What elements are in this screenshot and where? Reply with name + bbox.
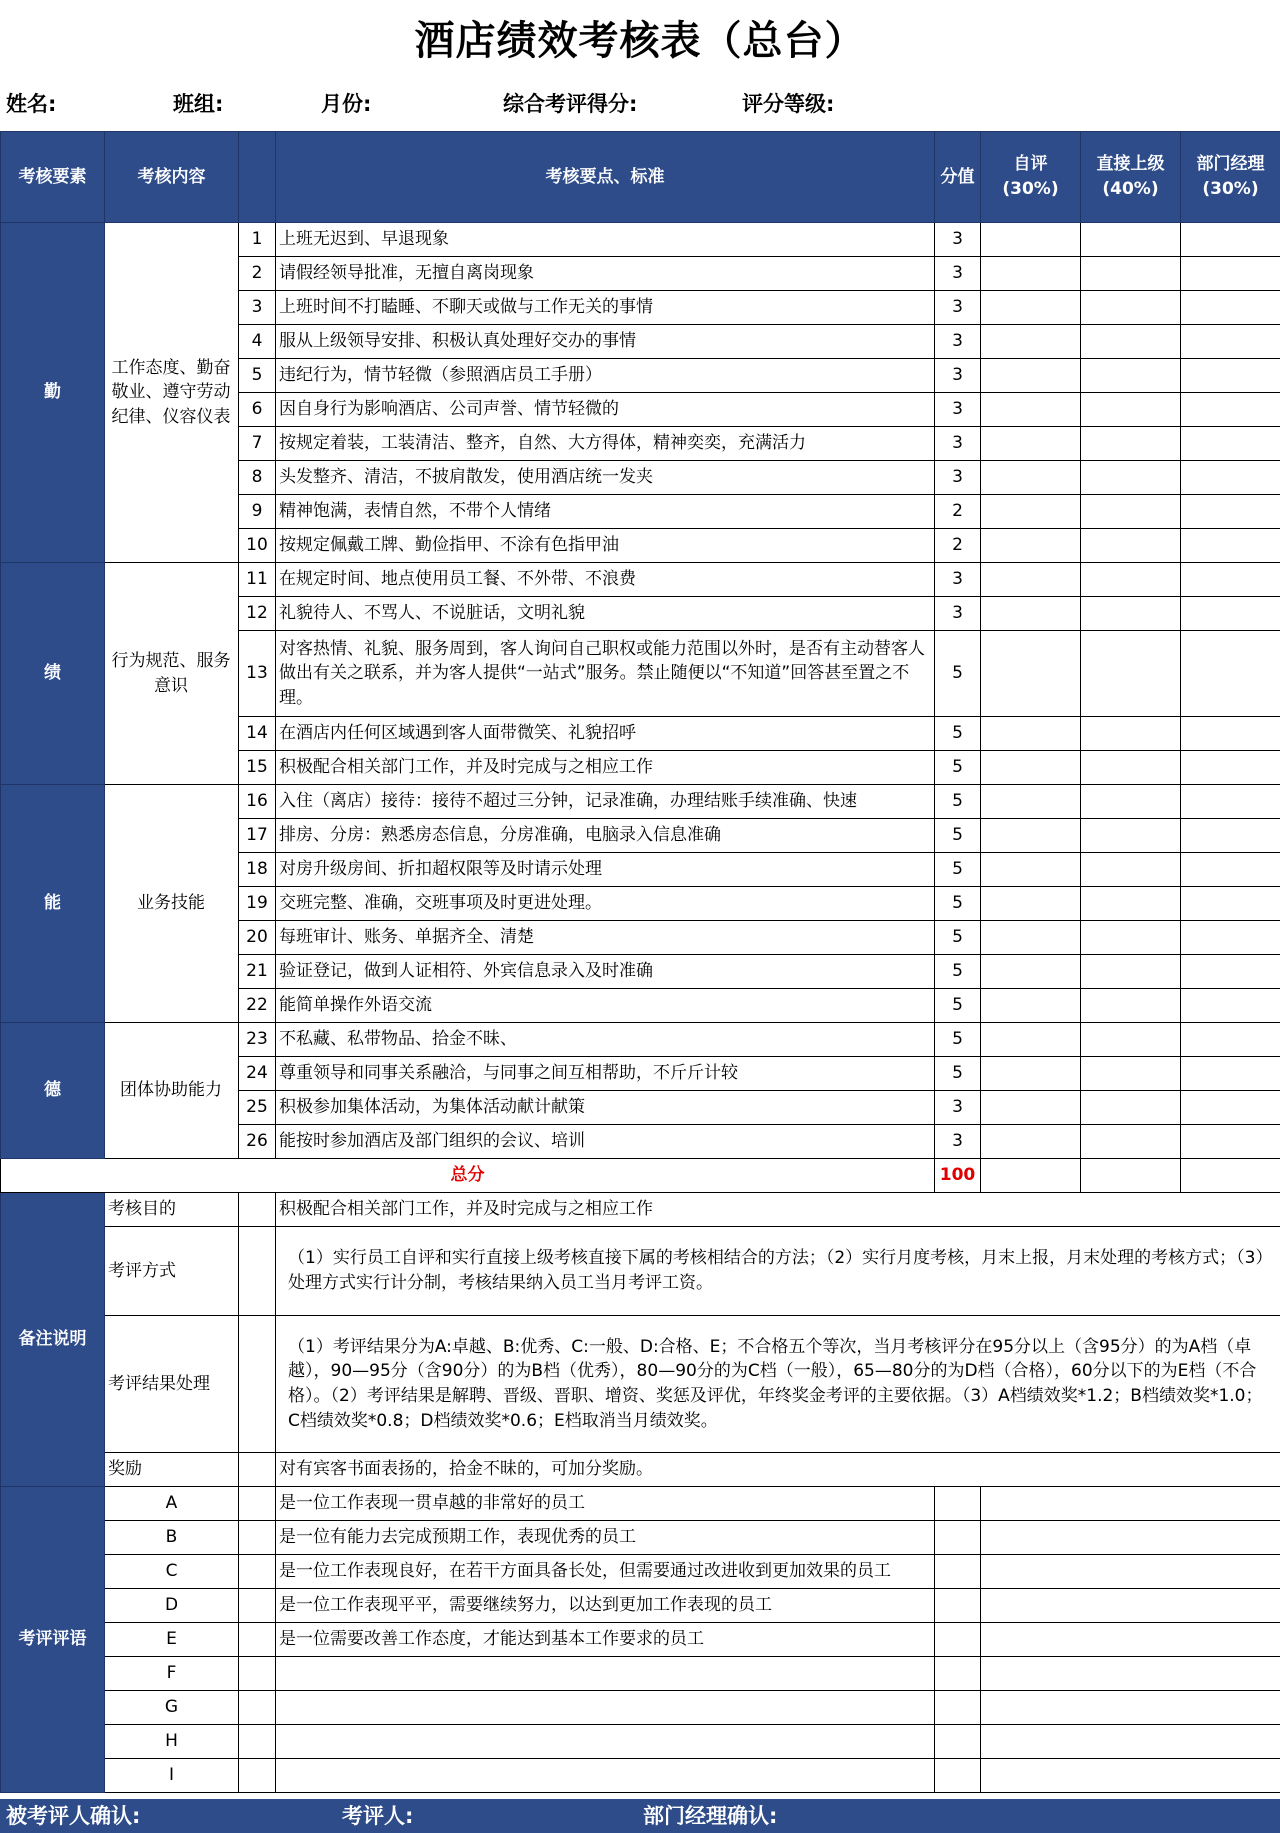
score-input[interactable] — [1081, 921, 1181, 955]
score-input[interactable] — [981, 597, 1081, 631]
table-row: 21 验证登记，做到人证相符、外宾信息录入及时准确 5 — [1, 955, 1280, 989]
score-input[interactable] — [1081, 853, 1181, 887]
table-row: 25 积极参加集体活动，为集体活动献计献策 3 — [1, 1091, 1280, 1125]
grade-letter: I — [105, 1759, 239, 1793]
grade-text: 是一位工作表现平平，需要继续努力，以达到更加工作表现的员工 — [276, 1589, 935, 1623]
table-row: 18 对房升级房间、折扣超权限等及时请示处理 5 — [1, 853, 1280, 887]
grade-check[interactable] — [935, 1589, 981, 1623]
team-label: 班组: — [173, 92, 224, 116]
score-input[interactable] — [1081, 1091, 1181, 1125]
score-input[interactable] — [1081, 393, 1181, 427]
score-input[interactable] — [981, 921, 1081, 955]
page-title: 酒店绩效考核表（总台） — [414, 18, 866, 64]
table-row: 6 因自身行为影响酒店、公司声誉、情节轻微的 3 — [1, 393, 1280, 427]
table-row: 26 能按时参加酒店及部门组织的会议、培训 3 — [1, 1125, 1280, 1159]
score-input[interactable] — [1181, 325, 1280, 359]
table-row: 4 服从上级领导安排、积极认真处理好交办的事情 3 — [1, 325, 1280, 359]
header-manager: 部门经理 (30%) — [1181, 132, 1280, 223]
score-input[interactable] — [981, 529, 1081, 563]
score-input[interactable] — [981, 427, 1081, 461]
table-row: 22 能简单操作外语交流 5 — [1, 989, 1280, 1023]
score-label: 综合考评得分: — [503, 92, 638, 116]
grade-text — [276, 1691, 935, 1725]
element-cell: 能 — [1, 785, 105, 1023]
score-input[interactable] — [1181, 257, 1280, 291]
score-input[interactable] — [981, 1159, 1081, 1193]
grade-check[interactable] — [935, 1691, 981, 1725]
score-input[interactable] — [1181, 461, 1280, 495]
grade-text — [276, 1759, 935, 1793]
score-input[interactable] — [1181, 359, 1280, 393]
score-input[interactable] — [1081, 887, 1181, 921]
reward-label: 奖励 — [105, 1453, 239, 1487]
grade-text: 是一位工作表现一贯卓越的非常好的员工 — [276, 1487, 935, 1521]
header-no — [239, 132, 276, 223]
score-input[interactable] — [1181, 853, 1280, 887]
score-input[interactable] — [981, 955, 1081, 989]
score-input[interactable] — [981, 461, 1081, 495]
element-cell: 勤 — [1, 223, 105, 563]
table-row: 19 交班完整、准确，交班事项及时更进处理。 5 — [1, 887, 1280, 921]
content-cell: 工作态度、勤奋敬业、遵守劳动纪律、仪容仪表 — [105, 223, 239, 563]
score-input[interactable] — [1181, 495, 1280, 529]
score-input[interactable] — [1081, 461, 1181, 495]
score-input[interactable] — [1181, 717, 1280, 751]
note-row — [1, 1193, 1280, 1227]
score-input[interactable] — [1081, 955, 1181, 989]
result-label: 考评结果处理 — [105, 1316, 239, 1453]
comment-row — [1, 1521, 1280, 1555]
score-input[interactable] — [981, 359, 1081, 393]
note-row — [1, 1453, 1280, 1487]
comment-row — [1, 1657, 1280, 1691]
reward-text: 对有宾客书面表扬的，拾金不昧的，可加分奖励。 — [276, 1453, 1280, 1487]
grade-check[interactable] — [935, 1725, 981, 1759]
score-input[interactable] — [1181, 291, 1280, 325]
grade-letter: A — [105, 1487, 239, 1521]
comment-row — [1, 1555, 1280, 1589]
evaluator-label: 考评人: — [342, 1804, 414, 1828]
grade-letter: B — [105, 1521, 239, 1555]
table-row: 7 按规定着装，工装清洁、整齐，自然、大方得体，精神奕奕，充满活力 3 — [1, 427, 1280, 461]
purpose-text: 积极配合相关部门工作，并及时完成与之相应工作 — [276, 1193, 1280, 1227]
grade-check[interactable] — [935, 1521, 981, 1555]
score-input[interactable] — [981, 785, 1081, 819]
score-input[interactable] — [981, 1091, 1081, 1125]
header-element: 考核要素 — [1, 132, 105, 223]
score-input[interactable] — [1181, 785, 1280, 819]
score-input[interactable] — [1081, 427, 1181, 461]
header-supervisor: 直接上级 (40%) — [1081, 132, 1181, 223]
score-input[interactable] — [1181, 529, 1280, 563]
score-input[interactable] — [981, 887, 1081, 921]
score-input[interactable] — [981, 989, 1081, 1023]
score-input[interactable] — [1181, 819, 1280, 853]
score-input[interactable] — [1181, 223, 1280, 257]
notes-label: 备注说明 — [1, 1193, 105, 1487]
score-input[interactable] — [1081, 1057, 1181, 1091]
score-input[interactable] — [1181, 597, 1280, 631]
grade-check[interactable] — [935, 1759, 981, 1793]
grade-letter: F — [105, 1657, 239, 1691]
score-input[interactable] — [1081, 223, 1181, 257]
score-input[interactable] — [1181, 631, 1280, 717]
score-input[interactable] — [981, 325, 1081, 359]
score-input[interactable] — [981, 631, 1081, 717]
score-input[interactable] — [1081, 1125, 1181, 1159]
grade-letter: D — [105, 1589, 239, 1623]
comments-label: 考评评语 — [1, 1487, 105, 1793]
header-self: 自评 (30%) — [981, 132, 1081, 223]
score-input[interactable] — [1081, 751, 1181, 785]
score-input[interactable] — [1081, 1023, 1181, 1057]
score-input[interactable] — [981, 1023, 1081, 1057]
score-input[interactable] — [981, 819, 1081, 853]
grade-check[interactable] — [935, 1623, 981, 1657]
table-row: 12 礼貌待人、不骂人、不说脏话，文明礼貌 3 — [1, 597, 1280, 631]
grade-check[interactable] — [935, 1555, 981, 1589]
score-input[interactable] — [1081, 325, 1181, 359]
table-row: 10 按规定佩戴工牌、勤俭指甲、不涂有色指甲油 2 — [1, 529, 1280, 563]
score-input[interactable] — [981, 257, 1081, 291]
score-input[interactable] — [981, 393, 1081, 427]
note-row — [1, 1316, 1280, 1453]
score-input[interactable] — [1181, 427, 1280, 461]
comment-row — [1, 1759, 1280, 1793]
comment-row — [1, 1487, 1280, 1521]
score-input[interactable] — [1181, 921, 1280, 955]
table-row: 3 上班时间不打瞌睡、不聊天或做与工作无关的事情 3 — [1, 291, 1280, 325]
header-standard: 考核要点、标准 — [276, 132, 935, 223]
score-input[interactable] — [1181, 1057, 1280, 1091]
table-row: 德 团体协助能力 23 不私藏、私带物品、拾金不昧、 5 — [1, 1023, 1280, 1057]
grade-letter: G — [105, 1691, 239, 1725]
grade-letter: C — [105, 1555, 239, 1589]
score-input[interactable] — [1081, 989, 1181, 1023]
score-input[interactable] — [1081, 597, 1181, 631]
score-input[interactable] — [1181, 1023, 1280, 1057]
evaluation-table — [0, 131, 1280, 1793]
score-input[interactable] — [981, 1125, 1081, 1159]
score-input[interactable] — [1081, 717, 1181, 751]
score-input[interactable] — [1181, 563, 1280, 597]
score-input[interactable] — [1181, 1159, 1280, 1193]
grade-text: 是一位需要改善工作态度，才能达到基本工作要求的员工 — [276, 1623, 935, 1657]
score-input[interactable] — [1181, 1125, 1280, 1159]
total-value: 100 — [935, 1159, 981, 1193]
score-input[interactable] — [1081, 529, 1181, 563]
score-input[interactable] — [1181, 955, 1280, 989]
content-cell: 团体协助能力 — [105, 1023, 239, 1159]
table-row: 2 请假经领导批准，无擅自离岗现象 3 — [1, 257, 1280, 291]
comment-row — [1, 1623, 1280, 1657]
table-row: 24 尊重领导和同事关系融洽，与同事之间互相帮助，不斤斤计较 5 — [1, 1057, 1280, 1091]
evaluatee-confirm-label: 被考评人确认: — [6, 1804, 141, 1828]
result-text: （1）考评结果分为A:卓越、B:优秀、C:一般、D:合格、E；不合格五个等次，当月考核评分在95分以上（含95分）的为A档（卓越），90—95分（含90分）的为B档（优秀），80—90分的为C档（一般），65—80分的为D档（合格），60分以下的为E档（不合格）。（2）考评结果是解聘、晋级、晋职、增资、奖惩及评优，年终奖金考评的主要依据。（3）A档绩效奖*1.2；B档绩效奖*1.0；C档绩效奖*0.8；D档绩效奖*0.6；E档取消当月绩效奖。 — [276, 1316, 1280, 1453]
table-row: 14 在酒店内任何区域遇到客人面带微笑、礼貌招呼 5 — [1, 717, 1280, 751]
grade-label: 评分等级: — [742, 92, 835, 116]
score-input[interactable] — [981, 563, 1081, 597]
comment-row — [1, 1691, 1280, 1725]
table-row: 9 精神饱满，表情自然，不带个人情绪 2 — [1, 495, 1280, 529]
table-row: 绩 行为规范、服务意识 11 在规定时间、地点使用员工餐、不外带、不浪费 3 — [1, 563, 1280, 597]
method-text: （1）实行员工自评和实行直接上级考核直接下属的考核相结合的方法；（2）实行月度考核，月末上报，月末处理的考核方式；（3）处理方式实行计分制，考核结果纳入员工当月考评工资。 — [276, 1227, 1280, 1316]
score-input[interactable] — [1081, 563, 1181, 597]
score-input[interactable] — [1081, 785, 1181, 819]
element-cell: 绩 — [1, 563, 105, 785]
element-cell: 德 — [1, 1023, 105, 1159]
total-label: 总分 — [1, 1159, 935, 1193]
score-input[interactable] — [1081, 631, 1181, 717]
grade-check[interactable] — [935, 1657, 981, 1691]
grade-text: 是一位工作表现良好，在若干方面具备长处，但需要通过改进收到更加效果的员工 — [276, 1555, 935, 1589]
header-points: 分值 — [935, 132, 981, 223]
score-input[interactable] — [1181, 393, 1280, 427]
score-input[interactable] — [1181, 989, 1280, 1023]
score-input[interactable] — [1181, 751, 1280, 785]
comment-row — [1, 1589, 1280, 1623]
score-input[interactable] — [981, 717, 1081, 751]
comment-row — [1, 1725, 1280, 1759]
header-row — [1, 132, 1280, 223]
grade-letter: E — [105, 1623, 239, 1657]
grade-check[interactable] — [935, 1487, 981, 1521]
table-row: 能 业务技能 16 入住（离店）接待：接待不超过三分钟，记录准确，办理结账手续准确、快速 5 — [1, 785, 1280, 819]
score-input[interactable] — [1081, 819, 1181, 853]
total-row — [1, 1159, 1280, 1193]
header-content: 考核内容 — [105, 132, 239, 223]
method-label: 考评方式 — [105, 1227, 239, 1316]
table-row: 13 对客热情、礼貌、服务周到，客人询问自己职权或能力范围以外时，是否有主动替客人做出有关之联系，并为客人提供“一站式”服务。禁止随便以“不知道”回答甚至置之不理。 5 — [1, 631, 1280, 717]
purpose-label: 考核目的 — [105, 1193, 239, 1227]
content-cell: 行为规范、服务意识 — [105, 563, 239, 785]
grade-letter: H — [105, 1725, 239, 1759]
score-input[interactable] — [981, 495, 1081, 529]
table-row: 5 违纪行为，情节轻微（参照酒店员工手册） 3 — [1, 359, 1280, 393]
table-row: 8 头发整齐、清洁，不披肩散发，使用酒店统一发夹 3 — [1, 461, 1280, 495]
score-input[interactable] — [1081, 291, 1181, 325]
score-input[interactable] — [981, 751, 1081, 785]
table-row: 勤 工作态度、勤奋敬业、遵守劳动纪律、仪容仪表 1 上班无迟到、早退现象 3 — [1, 223, 1280, 257]
score-input[interactable] — [1081, 495, 1181, 529]
score-input[interactable] — [981, 853, 1081, 887]
score-input[interactable] — [1081, 359, 1181, 393]
manager-confirm-label: 部门经理确认: — [643, 1804, 778, 1828]
score-input[interactable] — [981, 291, 1081, 325]
table-row: 15 积极配合相关部门工作，并及时完成与之相应工作 5 — [1, 751, 1280, 785]
score-input[interactable] — [1081, 1159, 1181, 1193]
grade-text — [276, 1657, 935, 1691]
name-label: 姓名: — [6, 92, 57, 116]
grade-text — [276, 1725, 935, 1759]
content-cell: 业务技能 — [105, 785, 239, 1023]
month-label: 月份: — [321, 92, 372, 116]
score-input[interactable] — [1181, 887, 1280, 921]
note-row — [1, 1227, 1280, 1316]
grade-text: 是一位有能力去完成预期工作，表现优秀的员工 — [276, 1521, 935, 1555]
signature-bar — [0, 1799, 1280, 1833]
score-input[interactable] — [1081, 257, 1181, 291]
table-row: 17 排房、分房：熟悉房态信息，分房准确，电脑录入信息准确 5 — [1, 819, 1280, 853]
score-input[interactable] — [1181, 1091, 1280, 1125]
score-input[interactable] — [981, 223, 1081, 257]
score-input[interactable] — [981, 1057, 1081, 1091]
table-row: 20 每班审计、账务、单据齐全、清楚 5 — [1, 921, 1280, 955]
